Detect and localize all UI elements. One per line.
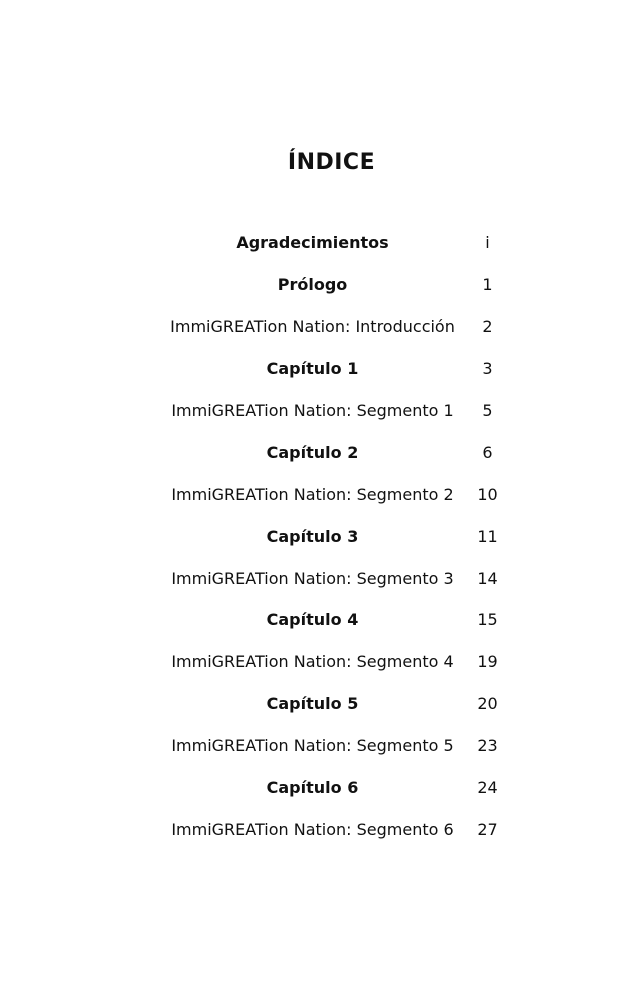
toc-entry <box>160 264 510 306</box>
toc-entry-page: i <box>485 233 490 253</box>
toc-entry-page: 10 <box>477 484 498 504</box>
toc-entry <box>160 725 510 767</box>
toc-entry-label: ImmiGREATion Nation: Segmento 1 <box>171 401 454 420</box>
toc-entry-label: Capítulo 2 <box>266 442 359 462</box>
toc-entry-page: 15 <box>477 610 498 630</box>
toc-entry <box>160 306 510 348</box>
toc-entry <box>160 599 510 641</box>
toc-entry <box>160 222 510 264</box>
toc-entry-label: ImmiGREATion Nation: Segmento 3 <box>171 568 454 588</box>
toc-entry-label: ImmiGREATion Nation: Segmento 5 <box>171 736 454 756</box>
toc-entry-page: 14 <box>477 568 498 588</box>
toc-entry-label: ImmiGREATion Nation: Segmento 6 <box>171 819 454 839</box>
toc-entry-page: 27 <box>477 819 498 839</box>
toc-entry-page: 1 <box>482 275 493 295</box>
toc-entry-page: 23 <box>477 736 498 756</box>
toc-entry-label: Prólogo <box>277 275 348 295</box>
toc-entry-page: 24 <box>477 778 498 798</box>
toc-entry-label: Agradecimientos <box>236 233 389 253</box>
toc-entry <box>160 473 510 515</box>
toc-entry <box>160 641 510 683</box>
toc-entry <box>160 348 510 390</box>
toc-entry-label: Capítulo 1 <box>266 359 359 379</box>
page-title: ÍNDICE <box>287 150 376 175</box>
toc-entry-label: ImmiGREATion Nation: Introducción <box>170 317 455 337</box>
toc-entry <box>160 431 510 473</box>
toc-entry <box>160 557 510 599</box>
toc-entry-label: Capítulo 6 <box>266 778 359 798</box>
toc-entry-page: 6 <box>482 442 493 462</box>
toc-entry-label: ImmiGREATion Nation: Segmento 2 <box>171 484 454 504</box>
toc-entry-label: Capítulo 3 <box>266 526 359 546</box>
toc-entry-page: 20 <box>477 694 498 714</box>
toc-entry <box>160 390 510 432</box>
toc-entry-page: 19 <box>477 652 498 672</box>
table-of-contents <box>160 222 510 850</box>
toc-entry <box>160 767 510 809</box>
toc-entry <box>160 515 510 557</box>
toc-entry-label: Capítulo 4 <box>266 610 359 630</box>
toc-entry-page: 3 <box>482 359 493 379</box>
toc-entry-label: Capítulo 5 <box>266 694 359 714</box>
toc-entry <box>160 808 510 850</box>
toc-entry-label: ImmiGREATion Nation: Segmento 4 <box>171 652 454 672</box>
toc-entry-page: 2 <box>482 317 493 337</box>
toc-entry-page: 11 <box>477 526 498 546</box>
toc-entry-page: 5 <box>482 401 493 420</box>
toc-entry <box>160 683 510 725</box>
